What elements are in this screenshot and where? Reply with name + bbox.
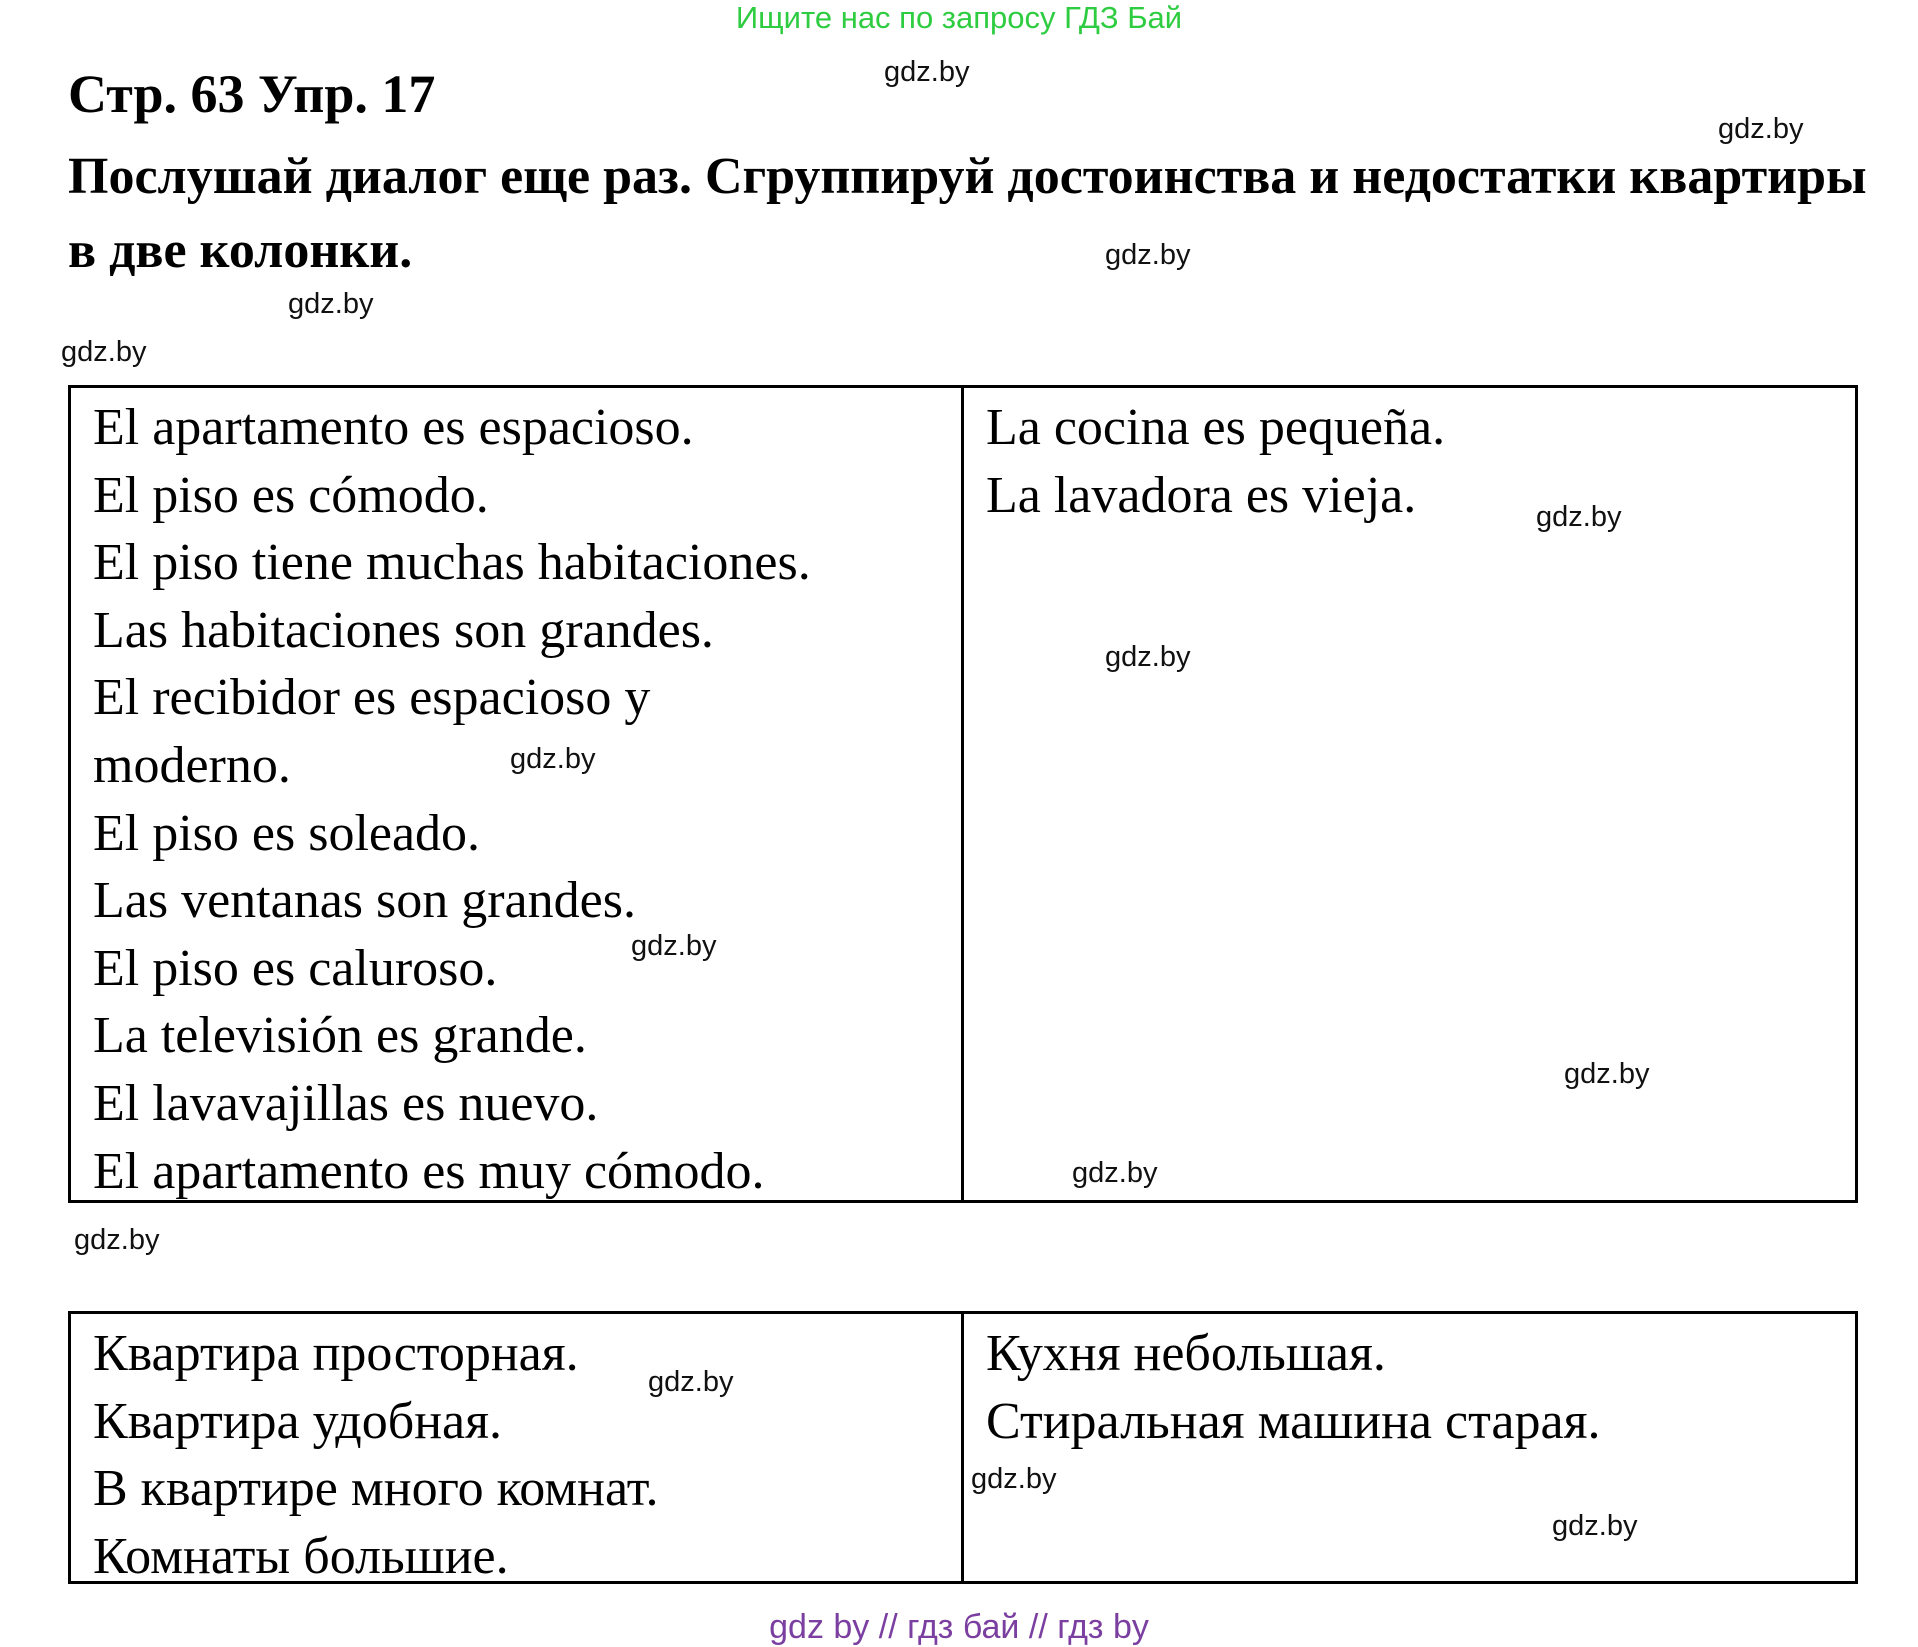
watermark: gdz.by (1072, 1157, 1158, 1189)
watermark: gdz.by (510, 743, 596, 775)
advantage-item: La televisión es grande. (93, 1007, 587, 1065)
disadvantage-item: La cocina es pequeña. (986, 399, 1446, 456)
search-hint-banner: Ищите нас по запросу ГДЗ Бай (735, 0, 1183, 35)
watermark: gdz.by (1105, 239, 1191, 271)
advantage-item: Комнаты большие. (93, 1527, 509, 1585)
advantage-item: El piso tiene muchas habitaciones. (93, 534, 811, 592)
advantage-item: В квартире много комнат. (93, 1460, 659, 1518)
watermark: gdz.by (1105, 641, 1191, 673)
disadvantage-item: La lavadora es vieja. (986, 466, 1417, 524)
footer-links: gdz by // гдз бай // гдз by (769, 1608, 1149, 1646)
advantage-item: Las habitaciones son grandes. (93, 601, 714, 659)
watermark: gdz.by (74, 1224, 160, 1256)
advantage-item: El piso es cómodo. (93, 466, 489, 524)
watermark: gdz.by (1552, 1510, 1638, 1542)
advantages-column-ru (71, 1314, 964, 1585)
advantage-item: Квартира просторная. (93, 1325, 579, 1382)
advantage-item: El apartamento es muy cómodo. (93, 1142, 765, 1200)
watermark: gdz.by (1536, 501, 1622, 533)
disadvantages-column-ru (964, 1314, 1855, 1581)
advantage-item: moderno. (93, 736, 291, 794)
disadvantage-item: Кухня небольшая. (986, 1325, 1386, 1382)
watermark: gdz.by (1564, 1058, 1650, 1090)
advantage-item: Квартира удобная. (93, 1392, 503, 1450)
page-title: Стр. 63 Упр. 17 (68, 64, 436, 124)
advantage-item: El piso es soleado. (93, 804, 481, 862)
watermark: gdz.by (884, 56, 970, 88)
advantage-item: El lavavajillas es nuevo. (93, 1074, 599, 1132)
watermark: gdz.by (1718, 113, 1804, 145)
advantage-item: El apartamento es espacioso. (93, 399, 694, 456)
watermark: gdz.by (648, 1366, 734, 1398)
advantages-column-es (71, 388, 964, 1200)
russian-table (68, 1311, 1858, 1584)
advantage-item: El piso es caluroso. (93, 939, 498, 997)
watermark: gdz.by (971, 1463, 1057, 1495)
task-text: Послушай диалог еще раз. Сгруппируй достоинства и недостатки квартиры в две колонки. (68, 148, 1867, 279)
watermark: gdz.by (631, 930, 717, 962)
advantage-item: Las ventanas son grandes. (93, 872, 636, 930)
disadvantages-column-es (964, 388, 1855, 1200)
watermark: gdz.by (288, 288, 374, 320)
watermark: gdz.by (61, 336, 147, 368)
advantage-item: El recibidor es espacioso y (93, 669, 651, 727)
disadvantage-item: Стиральная машина старая. (986, 1392, 1601, 1450)
